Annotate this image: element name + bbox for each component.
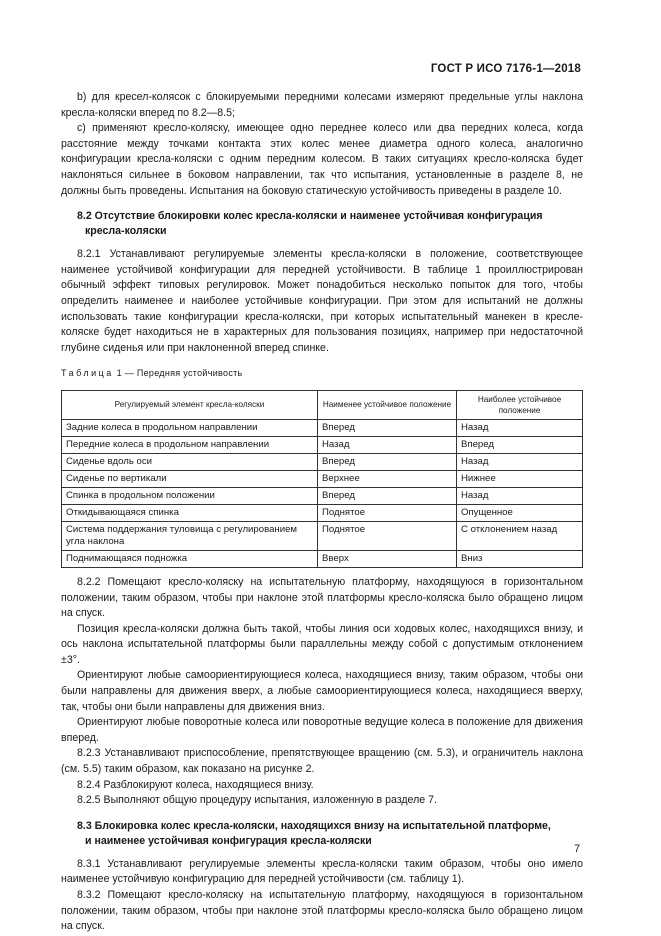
table-cell: С отклонением назад [457, 521, 583, 550]
paragraph-orient-casters: Ориентируют любые самоориентирующиеся колеса, находящиеся внизу, таким образом, чтобы они были направлены для движения вверх, а любые самоориентирующиеся колеса, находящиеся вверху, так, чтобы они были направлены для движения вниз. [61, 669, 583, 713]
table-cell: Опущенное [457, 504, 583, 521]
paragraph-8-3-1: 8.3.1 Устанавливают регулируемые элементы кресла-коляски таким образом, чтобы оно имело наименее устойчивую конфигурацию для передней устойчивости (см. таблицу 1). [61, 857, 583, 886]
table-cell: Нижнее [457, 470, 583, 487]
table-caption-text: 1 — Передняя устойчивость [116, 368, 243, 379]
paragraph-8-2-1: 8.2.1 Устанавливают регулируемые элементы кресла-коляски в положение, соответствующее наименее устойчивой конфигурации для передней устойчивости. В таблице 1 проиллюстрирован обычный эффект типовых регулировок. Может понадобиться несколько попыток для того, чтобы определить наименее и наиболее устойчивые конфигурации. При этом для испытаний не должны использовать такие конфигурации кресла-коляски, при которых испытательный манекен в кресле-коляске будет находиться не в характерных для пользования позициях, например при недостаточной глубине сиденья или при наклоненной вперед спинке. [61, 248, 583, 354]
paragraph-8-2-3: 8.2.3 Устанавливают приспособление, препятствующее вращению (см. 5.3), и ограничитель наклона (см. 5.5) таким образом, как показано на рисунке 2. [61, 747, 583, 776]
column-header-least-stable: Наименее устойчивое положение [318, 390, 457, 419]
table-row [62, 419, 583, 436]
section-heading-8-2 [61, 209, 583, 239]
table-cell: Вперед [318, 419, 457, 436]
table-row [62, 487, 583, 504]
section-heading-8-3 [61, 819, 583, 849]
table-cell: Вниз [457, 550, 583, 567]
table-header-row [62, 390, 583, 419]
table-cell: Назад [318, 436, 457, 453]
table-row [62, 453, 583, 470]
table-cell: Назад [457, 453, 583, 470]
paragraph-8-3-2: 8.3.2 Помещают кресло-коляску на испытательную платформу, находящуюся в горизонтальном положении, таким образом, чтобы при наклоне этой платформы кресло-коляска было обращено лицом на спуск. [61, 889, 583, 933]
table-cell: Сиденье вдоль оси [62, 453, 318, 470]
table-caption [61, 366, 583, 382]
paragraph-orient-swivel: Ориентируют любые поворотные колеса или поворотные ведущие колеса в положение для движения вперед. [61, 716, 583, 744]
table-cell: Система поддержания туловища с регулированием угла наклона [62, 521, 318, 550]
table-cell: Вверх [318, 550, 457, 567]
table-cell: Передние колеса в продольном направлении [62, 436, 318, 453]
table-cell: Задние колеса в продольном направлении [62, 419, 318, 436]
paragraph-8-2-4: 8.2.4 Разблокируют колеса, находящиеся внизу. [77, 778, 314, 791]
table-cell: Вперед [318, 453, 457, 470]
heading-line-1: 8.3 Блокировка колес кресла-коляски, находящихся внизу на испытательной платформе, [77, 819, 551, 832]
table-cell: Поднятое [318, 521, 457, 550]
list-item-c: c) применяют кресло-коляску, имеющее одно переднее колесо или два передних колеса, когда расстояние между точками контакта этих колес менее диаметра одного колеса, аналогично конфигурации кресла-коляски с одним передним колесом. В таких ситуациях кресло-коляска будет наклоняться сильнее в боковом направлении, так что испытания, установленные в разделе 8, не должны быть проведены. Испытания на боковую статическую устойчивость приведены в разделе 10. [61, 122, 583, 197]
heading-line-2: и наименее устойчивая конфигурация кресла-коляски [85, 834, 372, 847]
table-cell: Назад [457, 487, 583, 504]
page-body [61, 90, 583, 935]
table-row [62, 470, 583, 487]
table-row [62, 550, 583, 567]
table-caption-word: Таблица [61, 368, 114, 379]
stability-table [61, 390, 583, 568]
table-cell: Поднятое [318, 504, 457, 521]
paragraph-8-2-2: 8.2.2 Помещают кресло-коляску на испытательную платформу, находящуюся в горизонтальном положении, таким образом, чтобы при наклоне этой платформы кресло-коляска было обращено лицом на спуск. [61, 575, 583, 620]
table-cell: Спинка в продольном положении [62, 487, 318, 504]
heading-line-1: 8.2 Отсутствие блокировки колес кресла-коляски и наименее устойчивая конфигурация [77, 210, 543, 223]
table-cell: Назад [457, 419, 583, 436]
table-cell: Откидывающаяся спинка [62, 504, 318, 521]
table-cell: Сиденье по вертикали [62, 470, 318, 487]
table-row [62, 521, 583, 550]
heading-line-2: кресла-коляски [85, 225, 167, 238]
page-number: 7 [574, 843, 580, 855]
table-cell: Вперед [457, 436, 583, 453]
column-header-most-stable: Наиболее устойчивое положение [457, 390, 583, 419]
document-code-header: ГОСТ Р ИСО 7176-1—2018 [430, 63, 581, 75]
list-item-b: b) для кресел-колясок с блокируемыми передними колесами измеряют предельные углы наклона кресла-коляски вперед по 8.2—8.5; [61, 91, 583, 119]
table-cell: Вперед [318, 487, 457, 504]
table-cell: Верхнее [318, 470, 457, 487]
table-row [62, 436, 583, 453]
column-header-element: Регулируемый элемент кресла-коляски [62, 390, 318, 419]
table-cell: Поднимающаяся подножка [62, 550, 318, 567]
paragraph-position: Позиция кресла-коляски должна быть такой, чтобы линия оси ходовых колес, находящихся внизу, и ось наклона испытательной платформы были параллельны между собой с допустимым отклонением ±3°. [61, 622, 583, 666]
paragraph-8-2-5: 8.2.5 Выполняют общую процедуру испытания, изложенную в разделе 7. [77, 794, 437, 807]
table-row [62, 504, 583, 521]
